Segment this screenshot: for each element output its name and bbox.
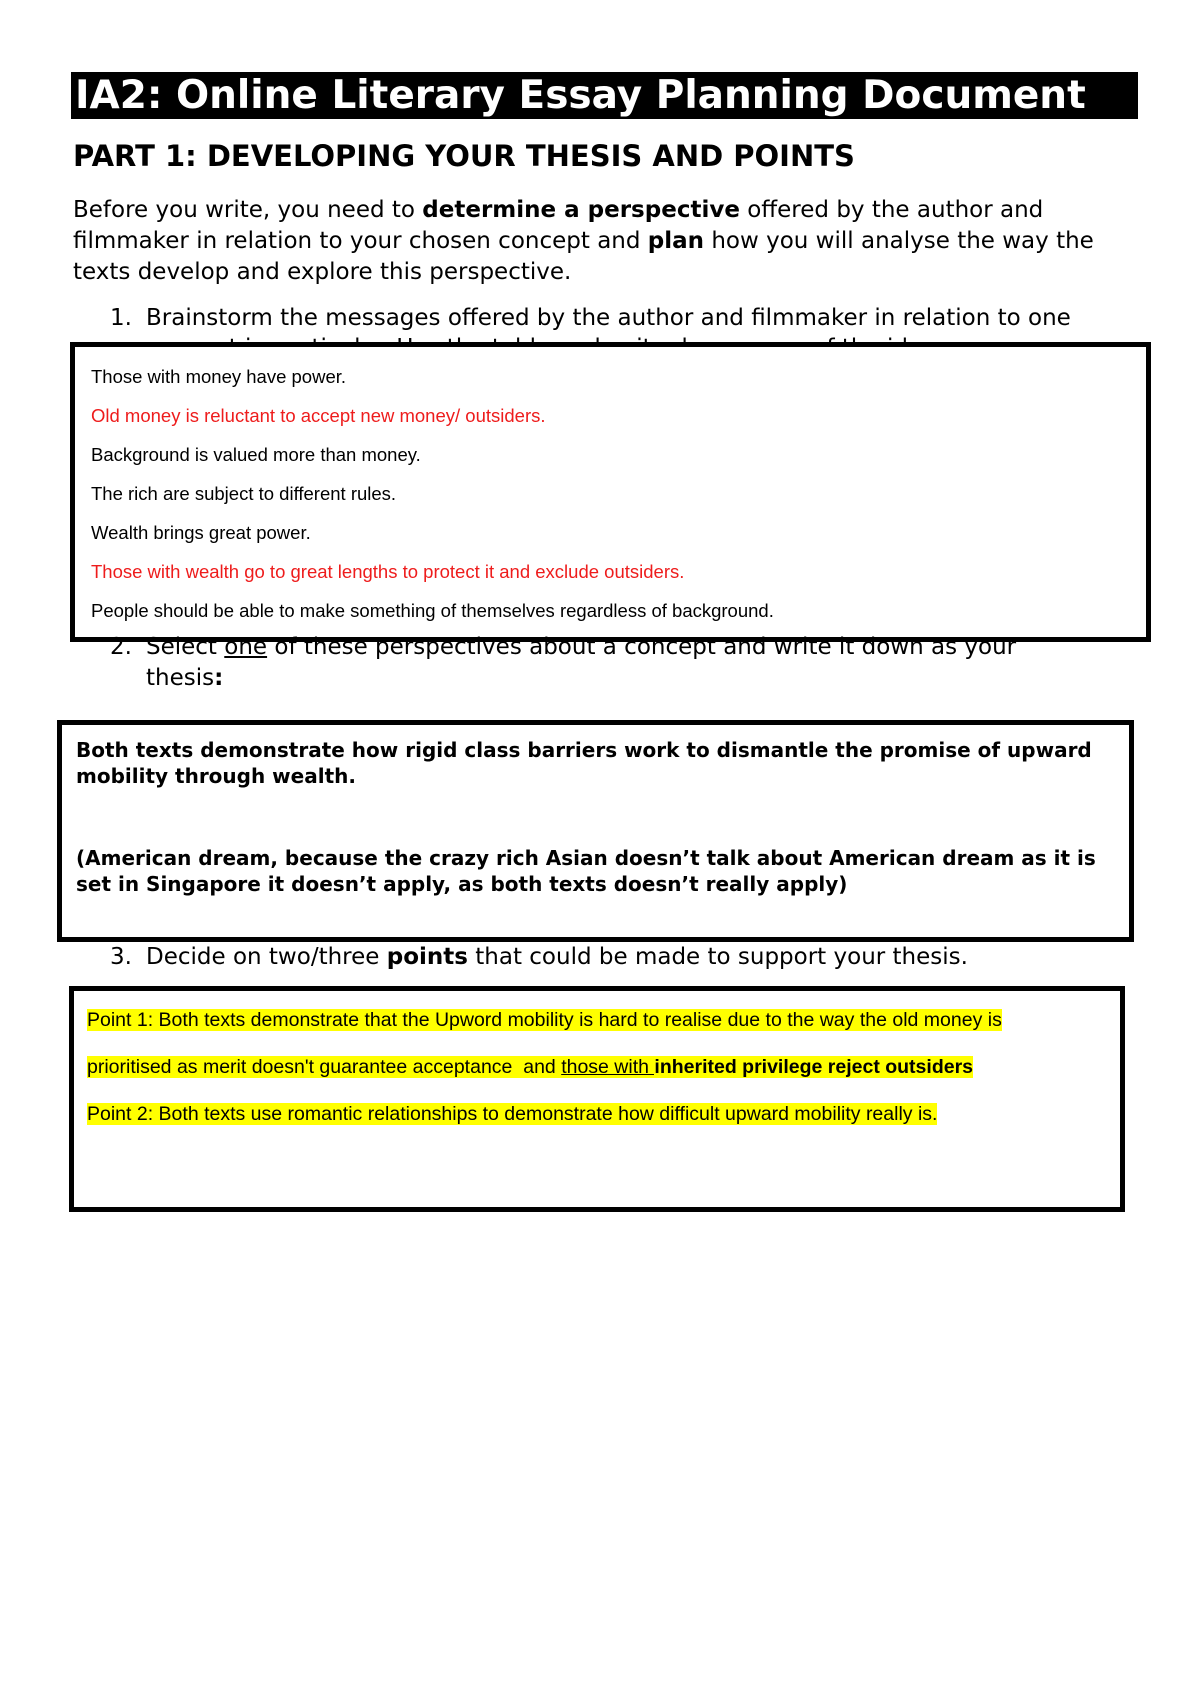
brainstorm-item: Old money is reluctant to accept new money/ outsiders.: [91, 405, 546, 426]
point-2-line: [87, 1091, 1120, 1138]
step-1: [110, 303, 1071, 333]
document-title: IA2: Online Literary Essay Planning Document: [71, 72, 1138, 119]
highlight-gap: [512, 1056, 523, 1078]
brainstorm-item: Those with money have power.: [91, 366, 347, 387]
point-1-text-bold: inherited privilege reject outsiders: [654, 1056, 974, 1078]
thesis-box[interactable]: [57, 720, 1134, 942]
step-2: [110, 632, 1016, 662]
point-1-line-1: [87, 997, 1120, 1044]
intro-text-1: Before you write, you need to: [73, 197, 423, 223]
step-1-text: Brainstorm the messages offered by the author and filmmaker in relation to one: [146, 305, 1071, 331]
part-heading: PART 1: DEVELOPING YOUR THESIS AND POINTS: [73, 139, 855, 173]
point-1-line-2: [87, 1044, 1120, 1091]
step-2-thesis-word: thesis: [146, 665, 215, 691]
intro-text-2: offered by the author and filmmaker in relation to your chosen concept and: [73, 197, 1044, 254]
step-3-text-1: Decide on two/three: [146, 944, 387, 970]
point-1-text-a: prioritised as merit doesn't guarantee acceptance: [87, 1056, 513, 1078]
point-1-text-underlined: those with: [561, 1056, 655, 1078]
step-2-text-2: of these perspectives about a concept and write it down as your: [267, 634, 1017, 660]
brainstorm-box[interactable]: [70, 342, 1151, 642]
thesis-note: (American dream, because the crazy rich Asian doesn’t talk about American dream as it is set in Singapore it doesn’t apply, as both texts doesn’t really apply): [76, 846, 1096, 896]
brainstorm-item: Those with wealth go to great lengths to protect it and exclude outsiders.: [91, 561, 685, 582]
step-2-line-2: [146, 663, 223, 693]
step-2-colon: :: [214, 665, 224, 691]
step-3-text-2: that could be made to support your thesis.: [467, 944, 968, 970]
brainstorm-item: The rich are subject to different rules.: [91, 483, 397, 504]
thesis-statement: Both texts demonstrate how rigid class barriers work to dismantle the promise of upward mobility through wealth.: [76, 738, 1092, 788]
intro-bold-1: determine a perspective: [422, 197, 740, 223]
step-1-number: 1.: [110, 305, 132, 331]
step-3-bold: points: [386, 944, 468, 970]
intro-bold-2: plan: [647, 228, 705, 254]
intro-paragraph: [73, 195, 1133, 288]
step-2-text-1: Select: [146, 634, 225, 660]
step-3: [110, 942, 968, 972]
step-2-underlined: one: [224, 634, 268, 660]
points-box[interactable]: [69, 986, 1125, 1212]
point-1-text: Point 1: Both texts demonstrate that the Upword mobility is hard to realise due to the way the old money is: [87, 1009, 1002, 1031]
brainstorm-item: Background is valued more than money.: [91, 444, 421, 465]
brainstorm-item: Wealth brings great power.: [91, 522, 311, 543]
point-2-text: Point 2: Both texts use romantic relationships to demonstrate how difficult upward mobility really is.: [87, 1103, 938, 1125]
point-1-text-b: and: [523, 1056, 562, 1078]
intro-text-3: how you will analyse the way the texts develop and explore this perspective.: [73, 228, 1094, 285]
brainstorm-item: People should be able to make something of themselves regardless of background.: [91, 600, 774, 621]
step-3-number: 3.: [110, 944, 132, 970]
step-2-number: 2.: [110, 634, 132, 660]
